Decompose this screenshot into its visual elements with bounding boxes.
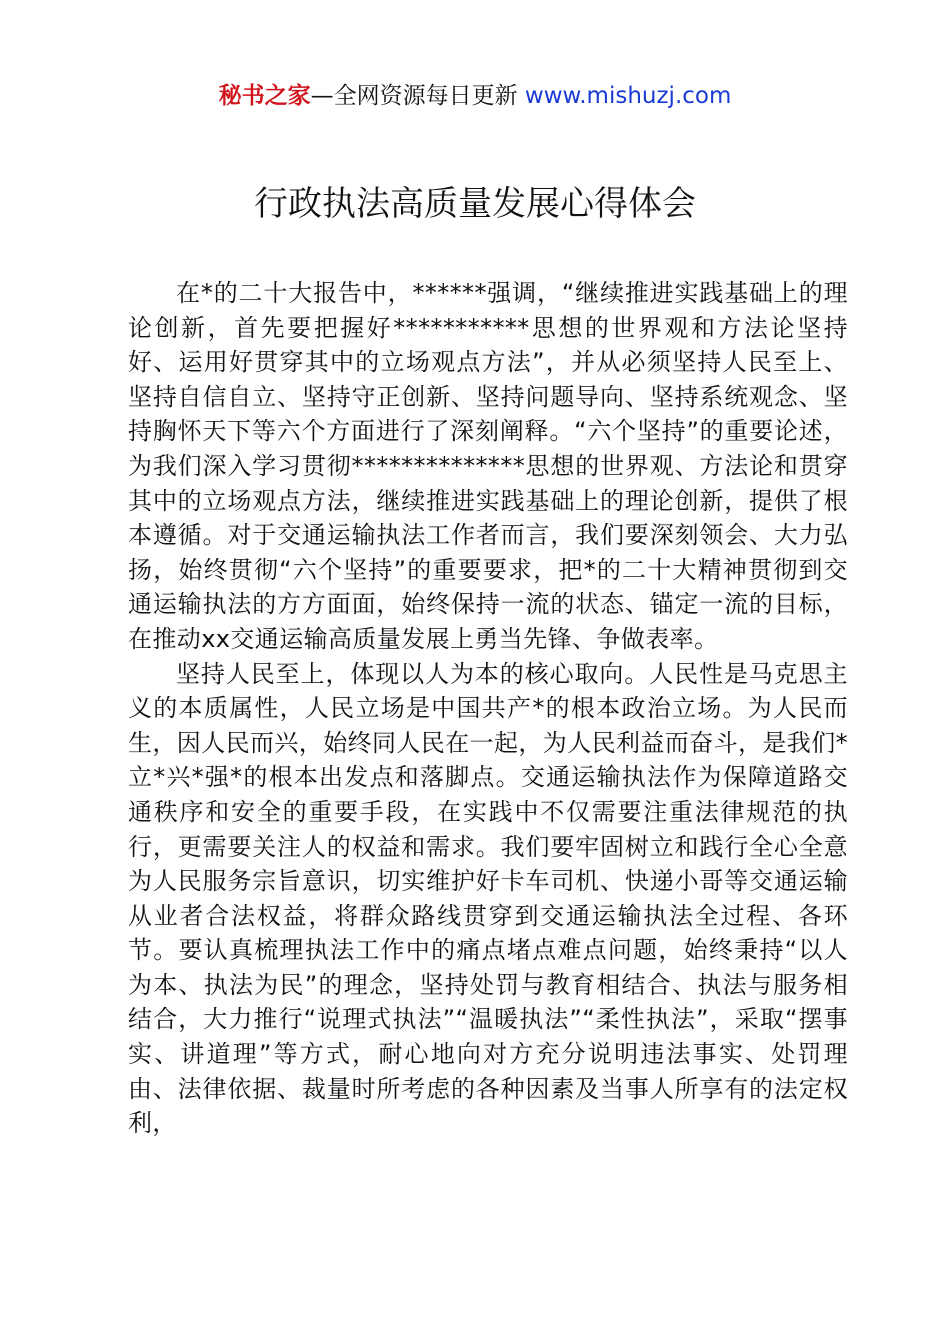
site-header bbox=[0, 80, 950, 112]
document-body bbox=[128, 276, 848, 1141]
paragraph: 坚持人民至上，体现以人为本的核心取向。人民性是马克思主义的本质属性，人民立场是中国共产*的根本政治立场。为人民而生，因人民而兴，始终同人民在一起，为人民利益而奋斗，是我们*立*兴*强*的根本出发点和落脚点。交通运输执法作为保障道路交通秩序和安全的重要手段，在实践中不仅需要注重法律规范的执行，更需要关注人的权益和需求。我们要牢固树立和践行全心全意为人民服务宗旨意识，切实维护好卡车司机、快递小哥等交通运输从业者合法权益，将群众路线贯穿到交通运输执法全过程、各环节。要认真梳理执法工作中的痛点堵点难点问题，始终秉持“以人为本、执法为民”的理念，坚持处罚与教育相结合、执法与服务相结合，大力推行“说理式执法”“温暖执法”“柔性执法”，采取“摆事实、讲道理”等方式，耐心地向对方充分说明违法事实、处罚理由、法律依据、裁量时所考虑的各种因素及当事人所享有的法定权利， bbox=[128, 659, 848, 1138]
site-slogan: —全网资源每日更新 bbox=[310, 83, 525, 109]
paragraph: 在*的二十大报告中，******强调，“继续推进实践基础上的理论创新，首先要把握好***********思想的世界观和方法论坚持好、运用好贯穿其中的立场观点方法”，并从必须坚持人民至上、坚持自信自立、坚持守正创新、坚持问题导向、坚持系统观念、坚持胸怀天下等六个方面进行了深刻阐释。“六个坚持”的重要论述，为我们深入学习贯彻**************思想的世界观、方法论和贯穿其中的立场观点方法，继续推进实践基础上的理论创新，提供了根本遵循。对于交通运输执法工作者而言，我们要深刻领会、大力弘扬，始终贯彻“六个坚持”的重要要求，把*的二十大精神贯彻到交通运输执法的方方面面，始终保持一流的状态、锚定一流的目标，在推动xx交通运输高质量发展上勇当先锋、争做表率。 bbox=[128, 279, 848, 653]
site-brand: 秘书之家 bbox=[218, 83, 311, 109]
document-title: 行政执法高质量发展心得体会 bbox=[254, 184, 696, 224]
site-url-link[interactable]: www.mishuzj.com bbox=[524, 83, 732, 109]
